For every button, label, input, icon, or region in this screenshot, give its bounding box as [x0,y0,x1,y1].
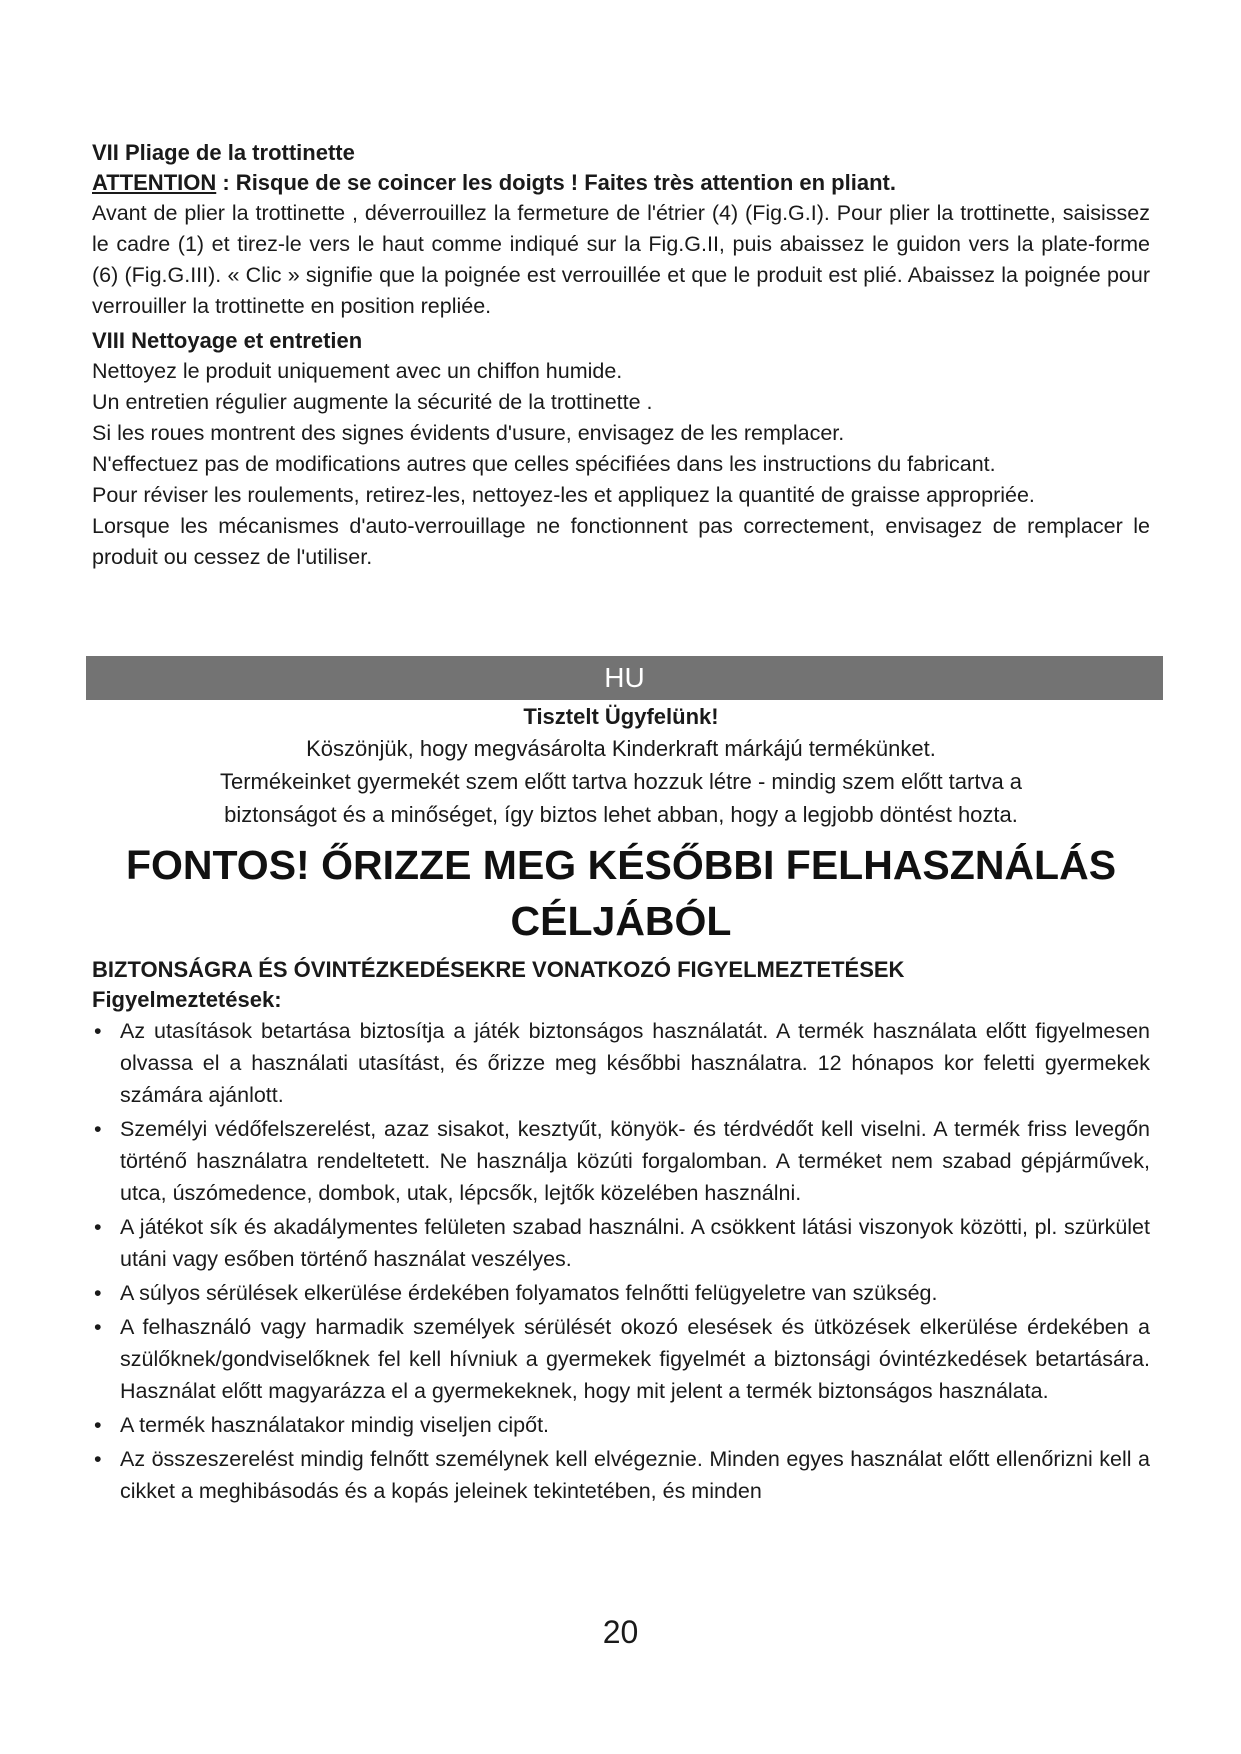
important-heading-line-2: CÉLJÁBÓL [510,898,732,944]
section-viii-title: VIII Nettoyage et entretien [92,328,363,353]
section-viii-p2: Un entretien régulier augmente la sécurité de la trottinette . [92,390,653,414]
language-bar-hu: HU [86,656,1163,700]
bullet-icon: • [94,1019,102,1043]
greeting: Tisztelt Ügyfelünk! [523,704,719,729]
section-viii-p4: N'effectuez pas de modifications autres que celles spécifiées dans les instructions du fabricant. [92,452,996,476]
page-content [92,138,1150,573]
section-vii-paragraph: Avant de plier la trottinette , déverrouillez la fermeture de l'étrier (4) (Fig.G.I). Pour plier la trottinette, saisissez le cadre (1) et tirez-le vers le haut comme indiqué sur la Fig.G.II, puis abaissez le guidon vers la plate-forme (6) (Fig.G.III). « Clic » signifie que la poignée est verrouillée et que le produit est plié. Abaissez la poignée pour verrouiller la trottinette en position repliée. [92,201,1150,318]
bullet-icon: • [94,1315,102,1339]
list-item-text: Személyi védőfelszerelést, azaz sisakot, kesztyűt, könyök- és térdvédőt kell viselni. A termék friss levegőn történő használatra rendeltetett. Ne használja közúti forgalomban. A terméket nem szabad gépjárművek, utca, úszómedence, dombok, utak, lépcsők, lejtők közelében használni. [120,1117,1150,1205]
bullet-icon: • [94,1447,102,1471]
list-item [92,1311,1150,1407]
list-item [92,1277,1150,1309]
intro-line-3: biztonságot és a minőséget, így biztos lehet abban, hogy a legjobb döntést hozta. [224,802,1018,827]
intro-line-2: Termékeinket gyermekét szem előtt tartva hozzuk létre - mindig szem előtt tartva a [219,769,1023,794]
list-item-text: A termék használatakor mindig viseljen cipőt. [120,1413,550,1437]
attention-label: ATTENTION [92,170,217,195]
list-item [92,1015,1150,1111]
bullet-icon: • [94,1413,102,1437]
intro-line-1: Köszönjük, hogy megvásárolta Kinderkraft márkájú termékünket. [306,736,936,761]
section-viii-p6: Lorsque les mécanismes d'auto-verrouillage ne fonctionnent pas correctement, envisagez de remplacer le produit ou cessez de l'utiliser. [92,514,1150,569]
list-item-text: Az összeszerelést mindig felnőtt személynek kell elvégeznie. Minden egyes használat előtt ellenőrizni kell a cikket a meghibásodás és a kopás jeleinek tekintetében, és minden [120,1447,1150,1503]
list-item [92,1443,1150,1507]
bullet-icon: • [94,1281,102,1305]
section-viii-p1: Nettoyez le produit uniquement avec un chiffon humide. [92,359,623,383]
list-item [92,1211,1150,1275]
page-number: 20 [602,1614,639,1650]
attention-line [92,168,1150,198]
warnings-subheading: Figyelmeztetések: [92,987,282,1012]
hu-content [92,702,1150,1509]
section-viii-p3: Si les roues montrent des signes évidents d'usure, envisagez de les remplacer. [92,421,845,445]
list-item-text: A játékot sík és akadálymentes felületen szabad használni. A csökkent látási viszonyok közötti, pl. szürkület utáni vagy esőben történő használat veszélyes. [120,1215,1150,1271]
list-item [92,1409,1150,1441]
section-vii-title: VII Pliage de la trottinette [92,140,355,165]
warnings-heading: BIZTONSÁGRA ÉS ÓVINTÉZKEDÉSEKRE VONATKOZÓ FIGYELMEZTETÉSEK [92,957,905,982]
attention-text: : Risque de se coincer les doigts ! Faites très attention en pliant. [216,170,896,195]
list-item-text: Az utasítások betartása biztosítja a játék biztonságos használatát. A termék használata előtt figyelmesen olvassa el a használati utasítást, és őrizze meg későbbi használatra. 12 hónapos kor feletti gyermekek számára ajánlott. [120,1019,1150,1107]
list-item-text: A felhasználó vagy harmadik személyek sérülését okozó elesések és ütközések elkerülése érdekében a szülőknek/gondviselőknek fel kell hívniuk a gyermekek figyelmét a biztonsági óvintézkedések betartására. Használat előtt magyarázza el a gyermekeknek, hogy mit jelent a termék biztonságos használata. [120,1315,1150,1403]
important-heading-line-1: FONTOS! ŐRIZZE MEG KÉSŐBBI FELHASZNÁLÁS [125,842,1117,888]
bullet-icon: • [94,1215,102,1239]
warnings-list [92,1015,1150,1507]
bullet-icon: • [94,1117,102,1141]
list-item-text: A súlyos sérülések elkerülése érdekében folyamatos felnőtti felügyeletre van szükség. [120,1281,938,1305]
section-viii-p5: Pour réviser les roulements, retirez-les, nettoyez-les et appliquez la quantité de graisse appropriée. [92,483,1035,507]
list-item [92,1113,1150,1209]
